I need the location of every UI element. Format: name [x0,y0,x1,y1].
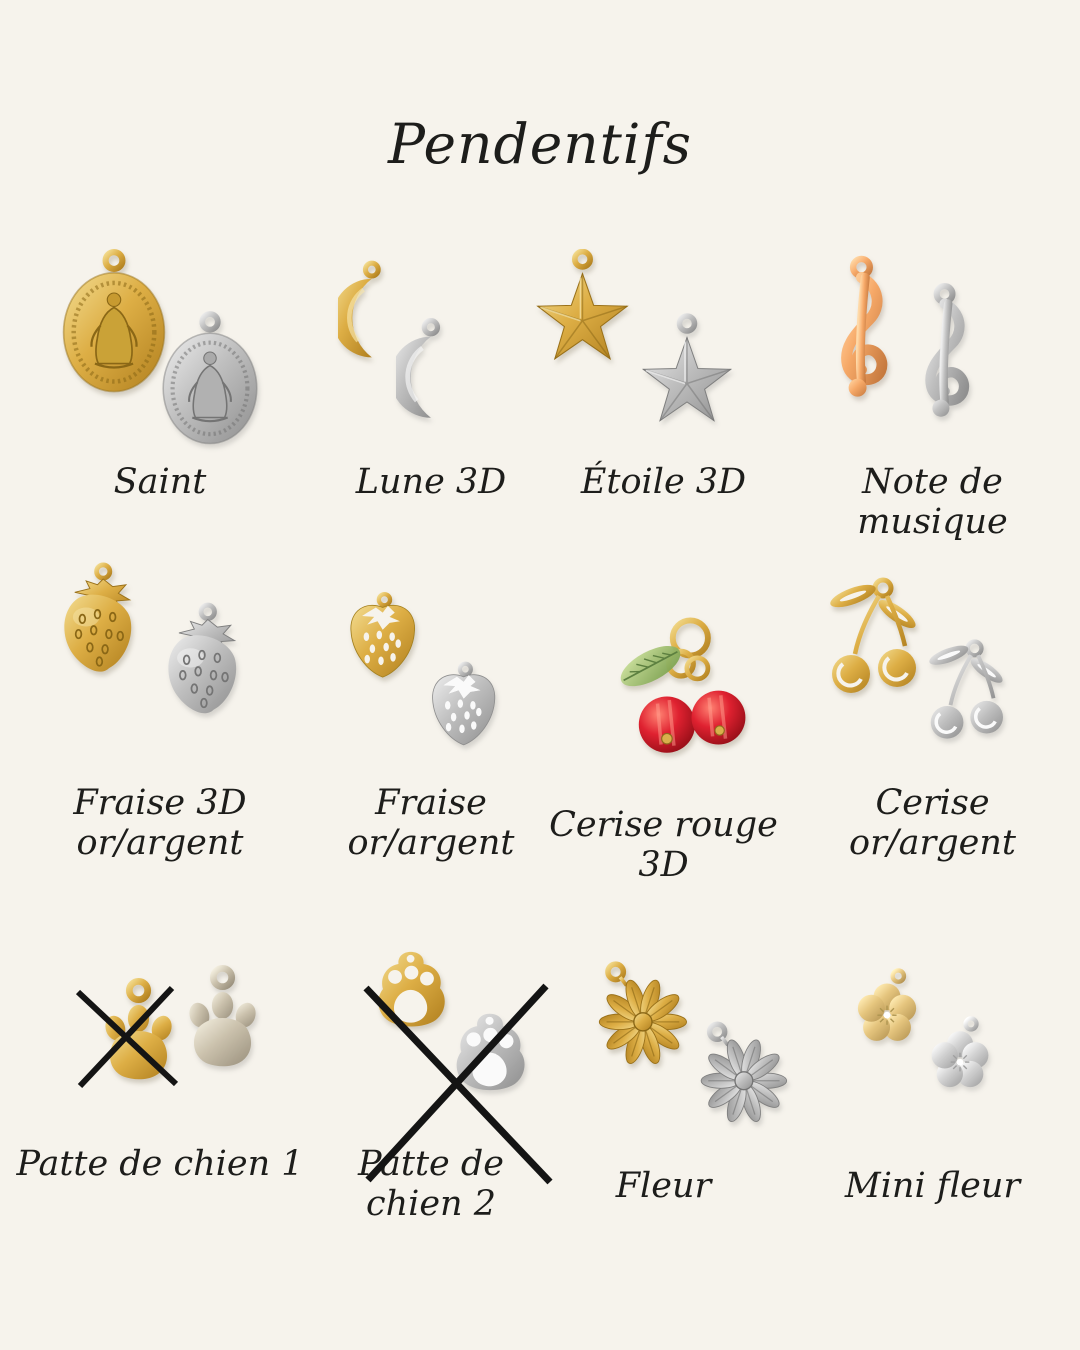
pale-gold-flower-icon [847,966,927,1054]
silver-cherry-icon [923,638,1009,743]
gold-star-icon [526,249,641,374]
label-line-2: or/argent [76,822,244,863]
fleur-images [542,940,785,1145]
label-line-1: Fraise 3D [73,783,247,823]
silver-strawberry-icon [420,660,504,765]
label-line-1: Cerise [875,783,990,823]
gold-daisy-icon [592,960,692,1071]
charm-cell-patte-1 [0,940,320,1225]
charm-cell-fleur [542,940,785,1225]
silver-moon-icon [396,315,462,429]
cerise-rouge-images [542,560,785,784]
page-title: Pendentifs [388,112,692,176]
charm-cell-patte-2 [320,940,542,1225]
charm-label: Patte de chien 2 [358,1144,504,1224]
charm-label: Fraise or/argent [347,783,515,863]
etoile-images [542,235,785,463]
saint-images [0,235,320,463]
fraise-3d-images [0,560,320,784]
charm-label: Patte de chien 1 [16,1144,304,1184]
mini-fleur-images [785,940,1080,1145]
charm-label: Saint [113,462,207,502]
charm-cell-note [785,235,1080,543]
silver-flower-icon [921,1014,999,1100]
charm-label: Lune 3D [355,462,507,502]
rose-gold-treble-clef-icon [823,253,905,425]
gold-strawberry-icon [338,590,424,698]
gold-strawberry-3d-icon [50,562,145,690]
cerise-images [785,560,1080,784]
note-images [785,235,1080,463]
lune-images [320,235,542,463]
charm-cell-fraise-3d [0,560,320,886]
charm-label: Note de musique [857,462,1008,542]
charm-label: Fleur [615,1166,712,1206]
charm-label [785,784,1080,864]
charm-cell-fraise [320,560,542,886]
charm-cell-mini-fleur [785,940,1080,1225]
silver-treble-clef-icon [907,283,987,441]
red-cherry-charm-icon [606,612,770,767]
charm-cell-cerise [785,560,1080,886]
silver-strawberry-3d-icon [154,602,250,732]
charm-row-3 [0,940,1080,1225]
cross-out-mark [72,982,182,1092]
charm-row-2 [0,560,1080,886]
label-line-2: or/argent [849,822,1016,863]
silver-daisy-icon [694,1020,792,1129]
charm-cell-etoile [542,235,785,543]
silver-star-icon [632,313,744,436]
charm-label: Mini fleur [844,1166,1021,1206]
patte-1-images [0,940,320,1145]
gold-moon-icon [338,255,402,371]
charm-cell-cerise-rouge [542,560,785,886]
charm-row-1 [0,235,1080,543]
gold-saint-medal-icon [58,247,170,395]
silver-saint-medal-icon [158,309,262,447]
charm-label: Cerise rouge 3D [549,805,778,885]
charm-cell-saint [0,235,320,543]
gold-cherry-icon [823,576,923,698]
cross-out-mark [358,980,558,1190]
charm-cell-lune [320,235,542,543]
silver-paw-icon [182,960,264,1076]
charm-label: Étoile 3D [580,462,747,502]
charm-label [0,784,320,864]
fraise-images [320,560,542,784]
